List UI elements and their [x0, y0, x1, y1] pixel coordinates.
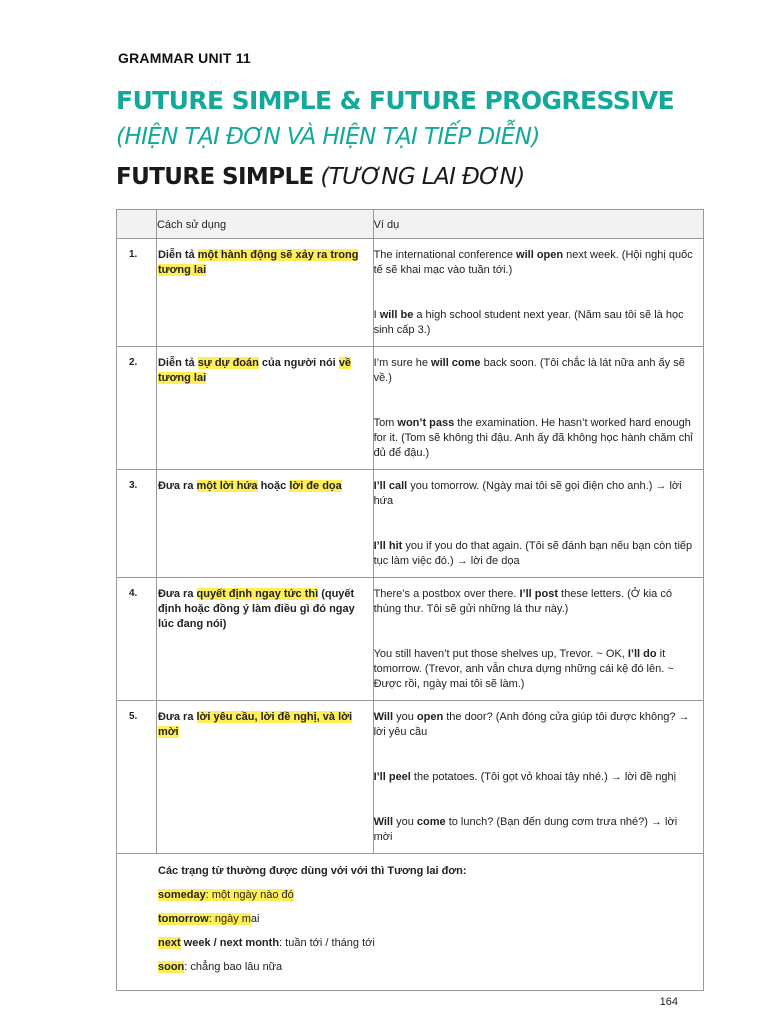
- bold-text: will come: [431, 357, 481, 369]
- highlighted-text: lời yêu cầu, lời đề nghị, và lời mời: [157, 711, 352, 738]
- row-number: 5.: [117, 701, 157, 854]
- row-number: 3.: [117, 470, 157, 578]
- highlighted-text: về tương lai: [157, 357, 352, 384]
- usage-cell: [156, 470, 373, 578]
- text-run: There’s a postbox over there.: [373, 588, 520, 600]
- highlighted-text: : ngày m: [208, 913, 251, 925]
- text-run: you tomorrow. (Ngày mai tôi sẽ gọi điện cho anh.) → lời hứa: [373, 480, 682, 507]
- highlighted-text: quyết định ngay tức thì: [196, 588, 319, 600]
- bold-text: soon: [158, 961, 185, 973]
- text-run: Tom: [373, 417, 398, 429]
- bold-text: come: [416, 816, 446, 828]
- adverb-item: [158, 912, 703, 927]
- usage-cell: [156, 347, 373, 470]
- section-title: [116, 164, 525, 190]
- text-run: the potatoes. (Tôi gọt vỏ khoai tây nhé.) → lời đề nghị: [410, 771, 677, 783]
- bold-text: Will: [373, 816, 394, 828]
- bold-text: I’ll hit: [373, 540, 403, 552]
- table-row: [117, 470, 704, 578]
- text-run: : chẳng bao lâu nữa: [184, 961, 283, 973]
- example-sentence: [374, 539, 693, 569]
- text-run: của người nói: [258, 357, 339, 369]
- text-run: You still haven’t put those shelves up, Trevor. ~ OK,: [373, 648, 628, 660]
- unit-label: GRAMMAR UNIT 11: [118, 50, 251, 66]
- text-run: Đưa ra: [157, 588, 197, 600]
- adverb-item: [158, 888, 703, 903]
- example-sentence: [374, 308, 693, 338]
- table-row: [117, 239, 704, 347]
- table-row: [117, 701, 704, 854]
- page-subtitle: (HIỆN TẠI ĐƠN VÀ HIỆN TẠI TIẾP DIỄN): [116, 124, 540, 150]
- text-run: Đưa ra: [157, 480, 197, 492]
- text-run: you: [393, 711, 417, 723]
- text-run: hoặc: [257, 480, 290, 492]
- table-body: [117, 239, 704, 991]
- text-run: you: [393, 816, 417, 828]
- example-sentence: [374, 479, 693, 509]
- example-sentence: [374, 770, 693, 785]
- example-cell: [373, 470, 703, 578]
- example-sentence: [374, 647, 693, 692]
- text-run: to lunch? (Bạn đến dung cơm trưa nhé?) → lời mời: [373, 816, 678, 843]
- text-run: you if you do that again. (Tôi sẽ đánh bạn nếu bạn còn tiếp tục làm việc đó.) → lời đe dọa: [373, 540, 693, 567]
- example-sentence: [374, 710, 693, 740]
- highlighted-text: sự dự đoán: [197, 357, 259, 369]
- table-header-row: [117, 210, 704, 239]
- bold-text: open: [416, 711, 444, 723]
- text-run: I’m sure he: [373, 357, 432, 369]
- text-run: the examination. He hasn’t worked hard enough for it. (Tom sẽ không thi đậu. Anh ấy đã không học hành chăm chỉ đủ để đậu.): [373, 417, 693, 459]
- bold-text: I’ll post: [519, 588, 558, 600]
- row-number: 1.: [117, 239, 157, 347]
- adverb-item: [158, 936, 703, 951]
- bold-text: Will: [373, 711, 394, 723]
- page-title: FUTURE SIMPLE & FUTURE PROGRESSIVE: [116, 86, 675, 115]
- bold-text: will be: [379, 309, 414, 321]
- highlighted-text: : một ngày nào đó: [205, 889, 294, 901]
- table-row: [117, 578, 704, 701]
- table-row: [117, 347, 704, 470]
- example-sentence: [374, 815, 693, 845]
- summary-title: Các trạng từ thường được dùng với với thì Tương lai đơn:: [158, 865, 467, 877]
- bold-text: someday: [158, 889, 206, 901]
- header-example-cell: Ví dụ: [373, 210, 703, 239]
- example-sentence: [374, 587, 693, 617]
- bold-text: tomorrow: [158, 913, 209, 925]
- usage-cell: [156, 701, 373, 854]
- text-run: ai: [250, 913, 260, 925]
- highlighted-text: một lời hứa: [196, 480, 258, 492]
- usage-cell: [156, 239, 373, 347]
- text-run: back soon. (Tôi chắc là lát nữa anh ấy sẽ về.): [373, 357, 685, 384]
- example-sentence: [374, 416, 693, 461]
- bold-text: I’ll peel: [373, 771, 411, 783]
- grammar-table: [116, 209, 704, 991]
- example-sentence: [374, 248, 693, 278]
- text-run: (quyết định hoặc đồng ý làm điều gì đó ngay lúc đang nói): [157, 588, 355, 630]
- row-number: 4.: [117, 578, 157, 701]
- section-title-en: FUTURE SIMPLE: [116, 164, 314, 190]
- text-run: The international conference: [373, 249, 517, 261]
- text-run: Đưa ra: [157, 711, 197, 723]
- adverb-item: [158, 960, 703, 975]
- header-num-cell: [117, 210, 157, 239]
- page-number: 164: [659, 996, 678, 1008]
- summary-row: [117, 854, 704, 991]
- bold-text: I’ll call: [373, 480, 408, 492]
- text-run: it tomorrow. (Trevor, anh vẫn chưa dựng những cái kệ đó lên. ~ Được rồi, ngày mai tôi sẽ làm.): [373, 648, 674, 690]
- usage-cell: [156, 578, 373, 701]
- text-run: the door? (Anh đóng cửa giúp tôi được không? → lời yêu cầu: [373, 711, 690, 738]
- text-run: Diễn tả: [157, 357, 198, 369]
- highlighted-text: một hành động sẽ xảy ra trong tương lai: [157, 249, 359, 276]
- header-use-cell: Cách sử dụng: [156, 210, 373, 239]
- text-run: these letters. (Ở kia có thùng thư. Tôi sẽ gửi những lá thư này.): [373, 588, 672, 615]
- bold-text: won’t pass: [397, 417, 455, 429]
- row-number: 2.: [117, 347, 157, 470]
- adverbs-summary: [117, 854, 704, 991]
- text-run: I: [373, 309, 380, 321]
- example-cell: [373, 239, 703, 347]
- bold-text: week / next month: [180, 937, 280, 949]
- bold-text: next: [158, 937, 181, 949]
- text-run: : tuần tới / tháng tới: [279, 937, 375, 949]
- highlighted-text: lời đe dọa: [289, 480, 342, 492]
- text-run: next week. (Hội nghị quốc tế sẽ khai mạc vào tuần tới.): [373, 249, 693, 276]
- example-cell: [373, 701, 703, 854]
- example-sentence: [374, 356, 693, 386]
- example-cell: [373, 347, 703, 470]
- bold-text: will open: [516, 249, 564, 261]
- text-run: Diễn tả: [157, 249, 198, 261]
- example-cell: [373, 578, 703, 701]
- bold-text: I’ll do: [627, 648, 657, 660]
- text-run: a high school student next year. (Năm sau tôi sẽ là học sinh cấp 3.): [373, 309, 684, 336]
- section-title-vi: (TƯƠNG LAI ĐƠN): [320, 164, 525, 190]
